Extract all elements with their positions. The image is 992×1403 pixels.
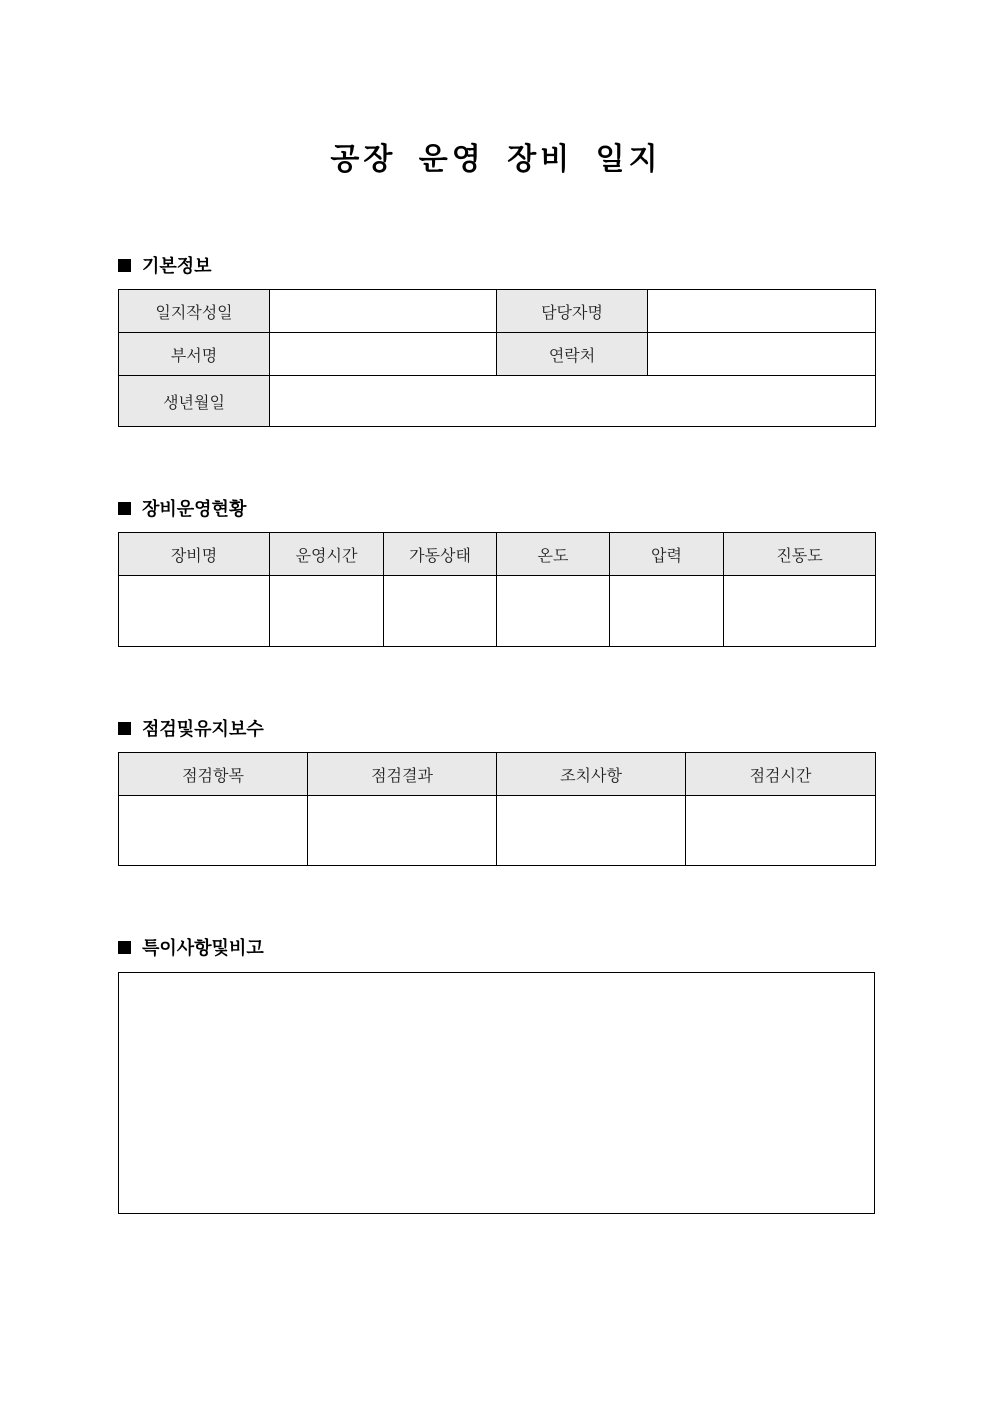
- log-date-field[interactable]: [270, 290, 497, 333]
- manager-label: 담당자명: [497, 290, 648, 333]
- column-header-temperature: 온도: [497, 533, 610, 576]
- temperature-cell[interactable]: [497, 576, 610, 647]
- equipment-status-heading-text: 장비운영현황: [142, 499, 247, 520]
- table-row: [119, 796, 876, 866]
- basic-info-heading: [118, 253, 212, 277]
- equipment-status-table: [118, 532, 876, 647]
- inspection-table: [118, 752, 876, 866]
- operating-status-cell[interactable]: [384, 576, 497, 647]
- pressure-cell[interactable]: [610, 576, 724, 647]
- column-header-action-taken: 조치사항: [497, 753, 686, 796]
- equipment-name-cell[interactable]: [119, 576, 270, 647]
- inspection-item-cell[interactable]: [119, 796, 308, 866]
- remarks-heading-text: 특이사항및비고: [142, 938, 264, 959]
- column-header-inspection-time: 점검시간: [686, 753, 876, 796]
- birthdate-label: 생년월일: [119, 376, 270, 427]
- column-header-operating-status: 가동상태: [384, 533, 497, 576]
- basic-info-heading-text: 기본정보: [142, 256, 212, 277]
- department-label: 부서명: [119, 333, 270, 376]
- column-header-equipment-name: 장비명: [119, 533, 270, 576]
- column-header-operating-time: 운영시간: [270, 533, 384, 576]
- vibration-cell[interactable]: [724, 576, 876, 647]
- black-square-icon: [118, 502, 131, 515]
- contact-field[interactable]: [648, 333, 876, 376]
- basic-info-table: [118, 289, 876, 427]
- equipment-status-heading: [118, 496, 246, 520]
- action-taken-cell[interactable]: [497, 796, 686, 866]
- operating-time-cell[interactable]: [270, 576, 384, 647]
- manager-field[interactable]: [648, 290, 876, 333]
- remarks-textarea[interactable]: [118, 972, 875, 1214]
- remarks-heading: [118, 935, 264, 959]
- contact-label: 연락처: [497, 333, 648, 376]
- black-square-icon: [118, 259, 131, 272]
- column-header-inspection-item: 점검항목: [119, 753, 308, 796]
- birthdate-field[interactable]: [270, 376, 876, 427]
- inspection-time-cell[interactable]: [686, 796, 876, 866]
- column-header-pressure: 압력: [610, 533, 724, 576]
- black-square-icon: [118, 941, 131, 954]
- document-title: 공장 운영 장비 일지: [330, 142, 662, 177]
- column-header-inspection-result: 점검결과: [308, 753, 497, 796]
- table-row: [119, 576, 876, 647]
- inspection-heading-text: 점검및유지보수: [142, 719, 264, 740]
- department-field[interactable]: [270, 333, 497, 376]
- inspection-heading: [118, 716, 264, 740]
- log-date-label: 일지작성일: [119, 290, 270, 333]
- column-header-vibration: 진동도: [724, 533, 876, 576]
- black-square-icon: [118, 722, 131, 735]
- inspection-result-cell[interactable]: [308, 796, 497, 866]
